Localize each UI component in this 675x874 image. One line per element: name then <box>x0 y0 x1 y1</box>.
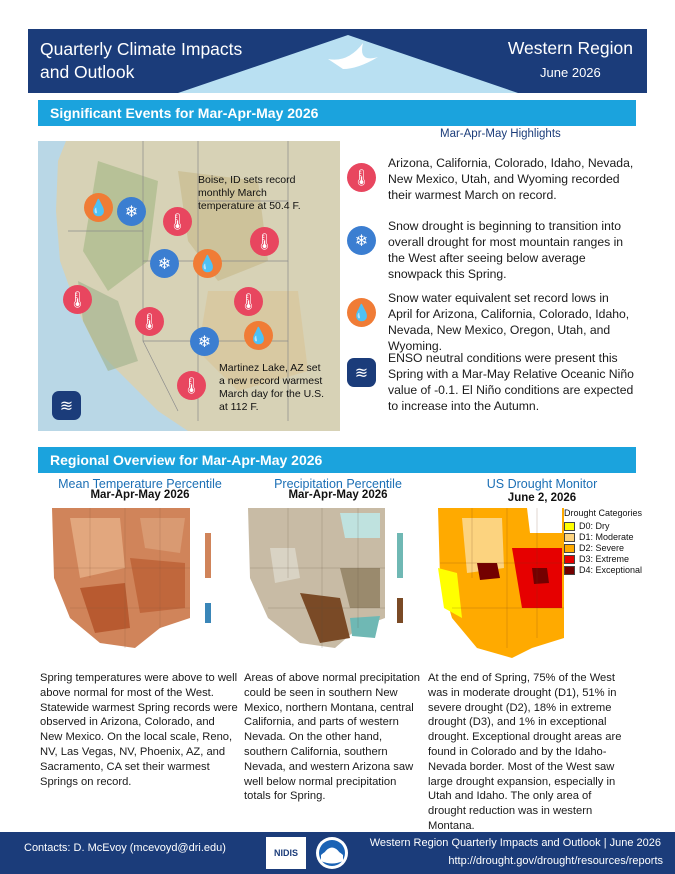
highlight-item <box>345 155 635 203</box>
legend-swatch <box>564 555 575 564</box>
snowflake-icon: ❄ <box>150 249 179 278</box>
legend-item: D2: Severe <box>564 543 642 553</box>
legend-swatch <box>564 533 575 542</box>
snowflake-icon: ❄ <box>190 327 219 356</box>
highlight-item <box>345 218 635 282</box>
water-drop-icon: 💧 <box>193 249 222 278</box>
noaa-logo-icon <box>316 837 348 869</box>
footer-url-link[interactable]: http://drought.gov/drought/resources/reports <box>448 855 663 867</box>
temperature-percentile-title: Mean Temperature Percentile <box>58 477 222 491</box>
precipitation-percentile-title: Precipitation Percentile <box>274 477 402 491</box>
drought-legend-title: Drought Categories <box>564 508 643 518</box>
legend-item: D4: Exceptional <box>564 565 642 575</box>
drought-monitor-title: US Drought Monitor <box>486 477 598 491</box>
highlight-item <box>345 350 635 414</box>
legend-swatch <box>564 522 575 531</box>
significant-events-map <box>38 141 340 431</box>
snowflake-icon: ❄ <box>117 197 146 226</box>
legend-item: D3: Extreme <box>564 554 642 564</box>
temperature-summary-text: Spring temperatures were above to well above normal for most of the West. Statewide warmest Spring records were observed in Arizona, Colorado, and New Mexico. On the local scale, Reno, NV, Las Vegas, NV, Phoenix, AZ, and Sacramento, CA set their warmest Springs on record. <box>40 672 238 788</box>
significant-events-bar: Significant Events for Mar-Apr-May 2026 <box>38 100 636 126</box>
highlights-title: Mar-Apr-May Highlights <box>440 128 561 140</box>
legend-item: D1: Moderate <box>564 532 642 542</box>
footer <box>0 832 675 874</box>
legend-swatch <box>564 544 575 553</box>
thermometer-icon: 🌡 <box>135 307 164 336</box>
drought-legend <box>564 508 642 576</box>
water-drop-icon: 💧 <box>347 298 376 327</box>
snowflake-icon: ❄ <box>347 226 376 255</box>
header-title: Quarterly Climate Impacts and Outlook <box>40 39 243 82</box>
footer-title: Western Region Quarterly Impacts and Outlook | June 2026 <box>369 837 661 849</box>
enso-icon: ≋ <box>52 391 81 420</box>
highlight-text: Snow water equivalent set record lows in April for Arizona, California, Colorado, Idaho, Nevada, New Mexico, Oregon, Utah, and Wyoming. <box>388 291 630 353</box>
nidis-logo: NIDIS <box>266 837 306 869</box>
precipitation-percentile-map <box>240 508 430 658</box>
drought-monitor-map <box>432 508 564 658</box>
header-region: Western Region June 2026 <box>507 38 633 80</box>
header-date: June 2026 <box>540 65 601 80</box>
thermometer-icon: 🌡 <box>177 371 206 400</box>
water-drop-icon: 💧 <box>244 321 273 350</box>
highlight-text: Arizona, California, Colorado, Idaho, Nevada, New Mexico, Utah, and Wyoming recorded their warmest March on record. <box>388 156 634 202</box>
thermometer-icon: 🌡 <box>234 287 263 316</box>
temperature-percentile-map <box>40 508 230 658</box>
footer-contact: Contacts: D. McEvoy (mcevoyd@dri.edu) <box>24 842 226 854</box>
thermometer-icon: 🌡 <box>163 207 192 236</box>
martinez-lake-record-note: Martinez Lake, AZ set a new record warmest March day for the U.S. at 112 F. <box>219 362 325 413</box>
drought-summary-text: At the end of Spring, 75% of the West was in moderate drought (D1), 51% in severe drought (D2), 18% in extreme drought (D3), and 1% in exceptional drought. Exceptional drought areas are found in Colorado and by the Idaho-Nevada border. Most of the West saw large drought expansion, especially in Utah and Idaho. The only area of drought reduction was in western Montana. <box>428 672 622 832</box>
drought-monitor-subtitle: June 2, 2026 <box>507 492 577 504</box>
highlight-text: Snow drought is beginning to transition into overall drought for most mountain ranges in the West after seeing below average snowpack this Spring. <box>388 219 624 281</box>
header <box>28 29 647 93</box>
thermometer-icon: 🌡 <box>347 163 376 192</box>
precipitation-percentile-subtitle: Mar-Apr-May 2026 <box>288 489 388 501</box>
boise-record-note: Boise, ID sets record monthly March temperature at 50.4 F. <box>198 174 301 212</box>
legend-item: D0: Dry <box>564 521 642 531</box>
enso-icon: ≋ <box>347 358 376 387</box>
highlight-item <box>345 290 635 354</box>
temperature-percentile-subtitle: Mar-Apr-May 2026 <box>90 489 190 501</box>
legend-swatch <box>564 566 575 575</box>
regional-overview-bar: Regional Overview for Mar-Apr-May 2026 <box>38 447 636 473</box>
thermometer-icon: 🌡 <box>250 227 279 256</box>
precipitation-summary-text: Areas of above normal precipitation could be seen in southern New Mexico, northern Montana, central California, and parts of western Nevada. On the other hand, southern California, southern Nevada, and western Arizona saw well below normal precipitation totals for Spring. <box>244 672 420 803</box>
water-drop-icon: 💧 <box>84 193 113 222</box>
highlight-text: ENSO neutral conditions were present this Spring with a Mar-May Relative Oceanic Niño value of -0.1. El Niño conditions are expected to increase into the Autumn. <box>388 351 634 413</box>
thermometer-icon: 🌡 <box>63 285 92 314</box>
